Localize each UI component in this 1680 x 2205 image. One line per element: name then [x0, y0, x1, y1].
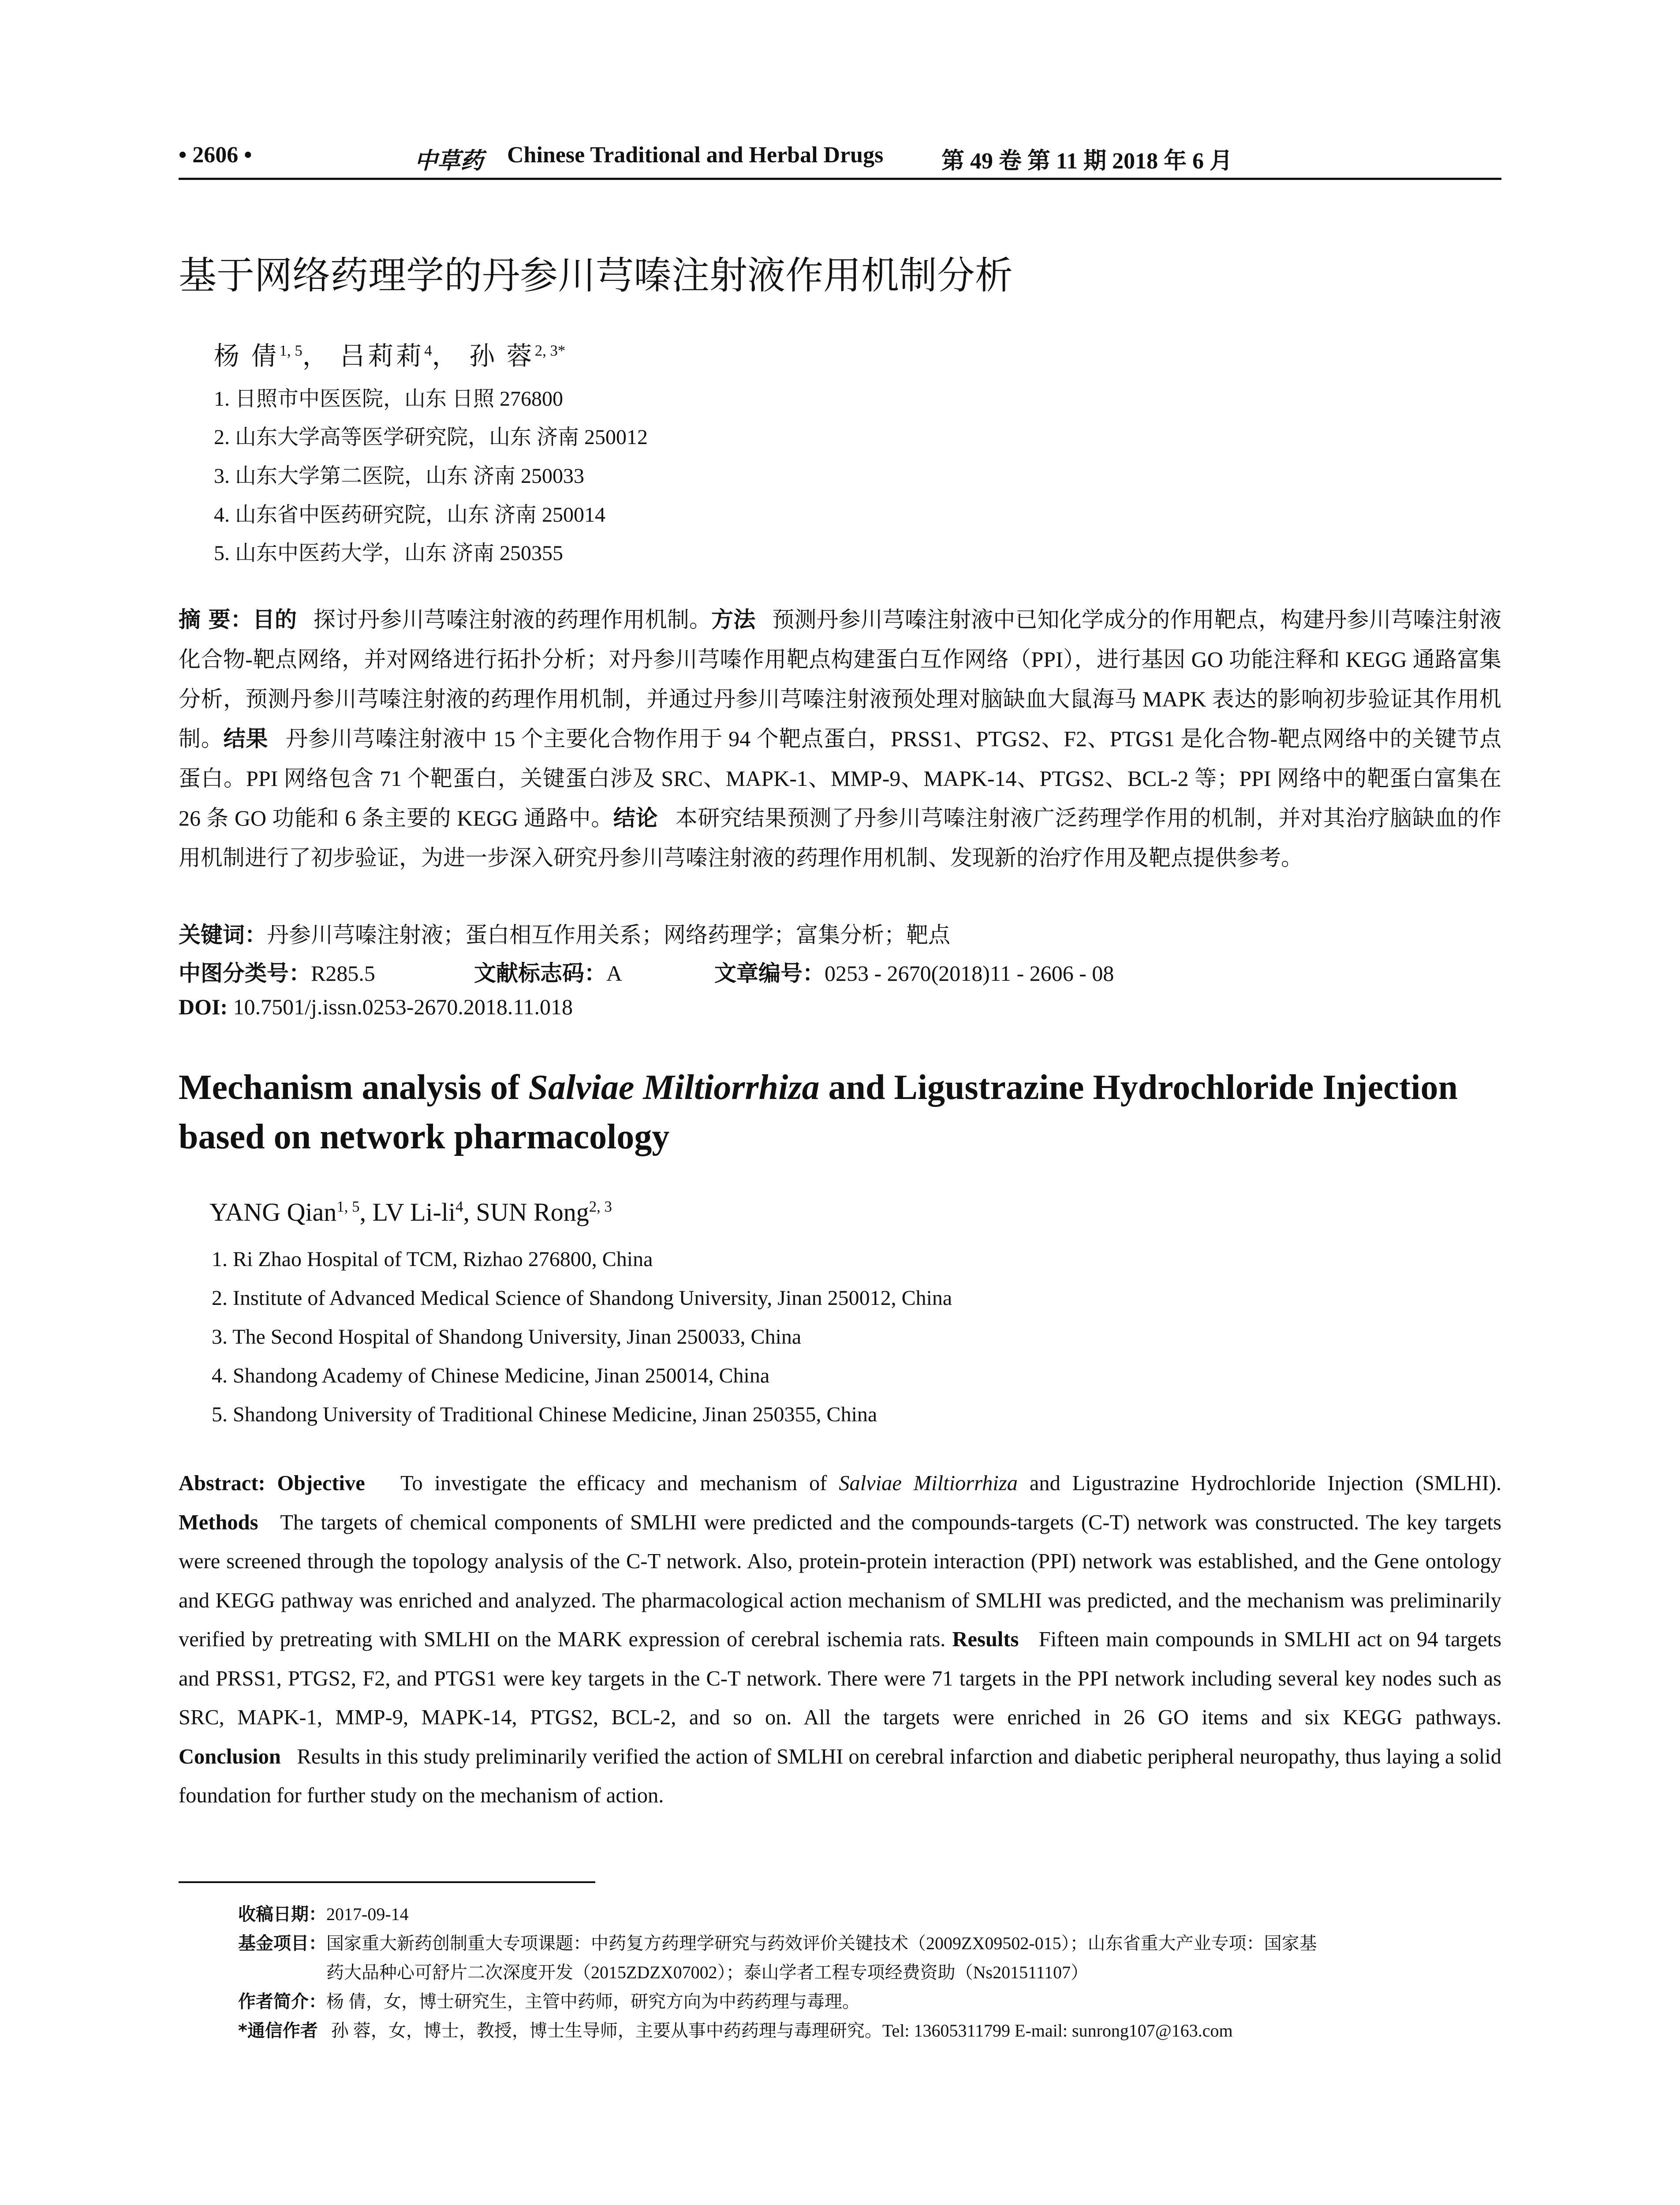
objective-label: Objective	[277, 1472, 365, 1495]
paper-title-en	[179, 1063, 1501, 1162]
author-affiliation-marker: 2, 3	[589, 1198, 612, 1215]
doc-code-value: A	[606, 961, 623, 986]
affiliation-en-4: 4. Shandong Academy of Chinese Medicine, Jinan 250014, China	[212, 1364, 770, 1387]
objective-label: 目的	[252, 607, 297, 632]
running-header	[179, 142, 1501, 182]
footnote-rule	[179, 1881, 595, 1883]
affiliation-en-1: 1. Ri Zhao Hospital of TCM, Rizhao 276800, China	[212, 1248, 653, 1271]
abstract-label: 摘 要：	[179, 607, 253, 632]
affiliation-cn-1: 1. 日照市中医医院，山东 日照 276800	[214, 387, 564, 411]
doi-label: DOI:	[179, 994, 228, 1019]
author-name: YANG Qian	[209, 1198, 337, 1226]
clc-value: R285.5	[311, 961, 375, 986]
methods-label: Methods	[179, 1510, 258, 1534]
results-text: Fifteen main compounds in SMLHI act on 94 targets and PRSS1, PTGS2, F2, and PTGS1 were key targets in the C-T network. There were 71 targets in the PPI network including several key nodes such as SRC, MAPK-1, MMP-9, MAPK-14, PTGS2, BCL-2, and so on. All the targets were enriched in 26 GO items and six KEGG pathways.	[179, 1628, 1502, 1729]
keywords-cn	[179, 917, 950, 949]
affiliation-en-2: 2. Institute of Advanced Medical Science of Shandong University, Jinan 250012, China	[212, 1286, 952, 1310]
title-part: and Ligustrazine Hydrochloride Injection based on network pharmacology	[179, 1068, 1458, 1156]
affiliation-cn-2: 2. 山东大学高等医学研究院，山东 济南 250012	[214, 426, 648, 449]
conclusion-text: Results in this study preliminarily verified the action of SMLHI on cerebral infarction and diabetic peripheral neuropathy, thus laying a solid foundation for further study on the mechanism of action.	[179, 1745, 1502, 1807]
author-separator: ,	[463, 1198, 476, 1226]
affiliation-en-5: 5. Shandong University of Traditional Chinese Medicine, Jinan 250355, China	[212, 1403, 877, 1426]
conclusion-label: Conclusion	[179, 1745, 281, 1768]
footnote-received	[238, 1900, 409, 1929]
clc-field	[179, 956, 375, 987]
title-species: Salviae Miltiorrhiza	[528, 1068, 820, 1107]
issue-info: 第 49 卷 第 11 期 2018 年 6 月	[941, 149, 1233, 174]
keywords-label: 关键词：	[179, 922, 267, 948]
author-affiliation-marker: 2, 3*	[534, 342, 566, 359]
received-date: 2017-09-14	[326, 1904, 409, 1924]
results-label: Results	[952, 1628, 1019, 1651]
author-list-cn	[214, 335, 565, 372]
objective-species: Salviae Miltiorrhiza	[839, 1472, 1018, 1495]
doi-value: 10.7501/j.issn.0253-2670.2018.11.018	[233, 994, 573, 1019]
clc-label: 中图分类号：	[179, 960, 311, 986]
doc-code-label: 文献标志码：	[474, 960, 606, 986]
author-list-en	[209, 1197, 612, 1227]
objective-text: To investigate the efficacy and mechanism of	[400, 1472, 839, 1495]
methods-label: 方法	[711, 607, 756, 632]
author-name: 孙 蓉	[469, 342, 535, 370]
page-number: • 2606 •	[179, 142, 252, 168]
conclusion-text: 本研究结果预测了丹参川芎嗪注射液广泛药理学作用的机制，并对其治疗脑缺血的作用机制进行了初步验证，为进一步深入研究丹参川芎嗪注射液的药理作用机制、发现新的治疗作用及靶点提供参考。	[179, 806, 1501, 870]
abstract-cn	[179, 600, 1501, 878]
header-rule	[179, 178, 1501, 180]
author-affiliation-marker: 4	[424, 342, 432, 359]
corr-label: *通信作者	[238, 2021, 318, 2041]
article-no-label: 文章编号：	[714, 960, 825, 986]
received-label: 收稿日期：	[238, 1904, 326, 1925]
fund-label: 基金项目：	[238, 1933, 326, 1954]
article-no-field	[714, 956, 1114, 987]
bio-label: 作者简介：	[238, 1992, 326, 2012]
author-affiliation-marker: 4	[455, 1198, 463, 1215]
abstract-en	[179, 1464, 1501, 1816]
article-no-value: 0253 - 2670(2018)11 - 2606 - 08	[825, 961, 1114, 986]
bio-text: 杨 倩，女，博士研究生，主管中药师，研究方向为中药药理与毒理。	[326, 1992, 860, 2011]
author-affiliation-marker: 1, 5	[336, 1198, 360, 1215]
author-separator: ，	[432, 342, 460, 370]
author-separator: ，	[302, 342, 331, 370]
affiliation-cn-5: 5. 山东中医药大学，山东 济南 250355	[214, 542, 564, 565]
conclusion-label: 结论	[613, 805, 658, 831]
keywords-text: 丹参川芎嗪注射液；蛋白相互作用关系；网络药理学；富集分析；靶点	[267, 923, 950, 947]
objective-text: 探讨丹参川芎嗪注射液的药理作用机制。	[314, 607, 712, 632]
abstract-label: Abstract:	[179, 1472, 265, 1495]
methods-text: The targets of chemical components of SMLHI were predicted and the compounds-targets (C-T) network was constructed. The key targets were screened through the topology analysis of the C-T network. Also, protein-protein interaction (PPI) network was established, and the Gene ontology and KEGG pathway was enriched and analyzed. The pharmacological action mechanism of SMLHI was predicted, and the mechanism was preliminarily verified by pretreating with SMLHI on the MARK expression of cerebral ischemia rats.	[179, 1510, 1501, 1651]
fund-text-1: 国家重大新药创制重大专项课题：中药复方药理学研究与药效评价关键技术（2009ZX09502-015）；山东省重大产业专项：国家基	[326, 1933, 1317, 1953]
paper-title-cn: 基于网络药理学的丹参川芎嗪注射液作用机制分析	[179, 254, 1013, 298]
fund-text-2: 药大品种心可舒片二次深度开发（2015ZDZX07002）；泰山学者工程专项经费资助（Ns201511107）	[326, 1962, 1089, 1982]
footnote-fund	[238, 1929, 1504, 1987]
doi-line	[179, 994, 573, 1020]
affiliation-cn-4: 4. 山东省中医药研究院，山东 济南 250014	[214, 503, 606, 527]
author-name: 吕莉莉	[340, 342, 425, 370]
objective-text: and Ligustrazine Hydrochloride Injection (SMLHI).	[1018, 1472, 1502, 1495]
classification-line	[179, 956, 1501, 987]
author-affiliation-marker: 1, 5	[279, 342, 302, 359]
journal-name-en: Chinese Traditional and Herbal Drugs	[507, 142, 884, 168]
journal-name-cn: 中草药	[414, 147, 484, 174]
results-text: 丹参川芎嗪注射液中 15 个主要化合物作用于 94 个靶点蛋白，PRSS1、PTGS2、F2、PTGS1 是化合物-靶点网络中的关键节点蛋白。PPI 网络包含 71 个靶蛋白，关键蛋白涉及 SRC、MAPK-1、MMP-9、MAPK-14、PTGS2、BCL-2 等；PPI 网络中的靶蛋白富集在 26 条 GO 功能和 6 条主要的 KEGG 通路中。	[179, 726, 1502, 830]
footnote-corresponding	[238, 2016, 1233, 2045]
doc-code-field	[474, 956, 622, 987]
methods-text: 预测丹参川芎嗪注射液中已知化学成分的作用靶点，构建丹参川芎嗪注射液化合物-靶点网络，并对网络进行拓扑分析；对丹参川芎嗪作用靶点构建蛋白互作网络（PPI），进行基因 GO 功能注释和 KEGG 通路富集分析，预测丹参川芎嗪注射液的药理作用机制，并通过丹参川芎嗪注射液预处理对脑缺血大鼠海马 MAPK 表达的影响初步验证其作用机制。	[179, 607, 1502, 751]
affiliation-en-3: 3. The Second Hospital of Shandong University, Jinan 250033, China	[212, 1325, 802, 1349]
results-label: 结果	[223, 726, 269, 751]
title-part: Mechanism analysis of	[179, 1068, 529, 1107]
author-name: SUN Rong	[476, 1198, 589, 1226]
author-name: LV Li-li	[372, 1198, 456, 1226]
corr-text: 孙 蓉，女，博士，教授，博士生导师，主要从事中药药理与毒理研究。Tel: 13605311799 E-mail: sunrong107@163.com	[331, 2021, 1233, 2041]
footnote-author-bio	[238, 1987, 860, 2016]
author-name: 杨 倩	[214, 342, 280, 370]
author-separator: ,	[359, 1198, 373, 1226]
affiliation-cn-3: 3. 山东大学第二医院，山东 济南 250033	[214, 464, 585, 488]
